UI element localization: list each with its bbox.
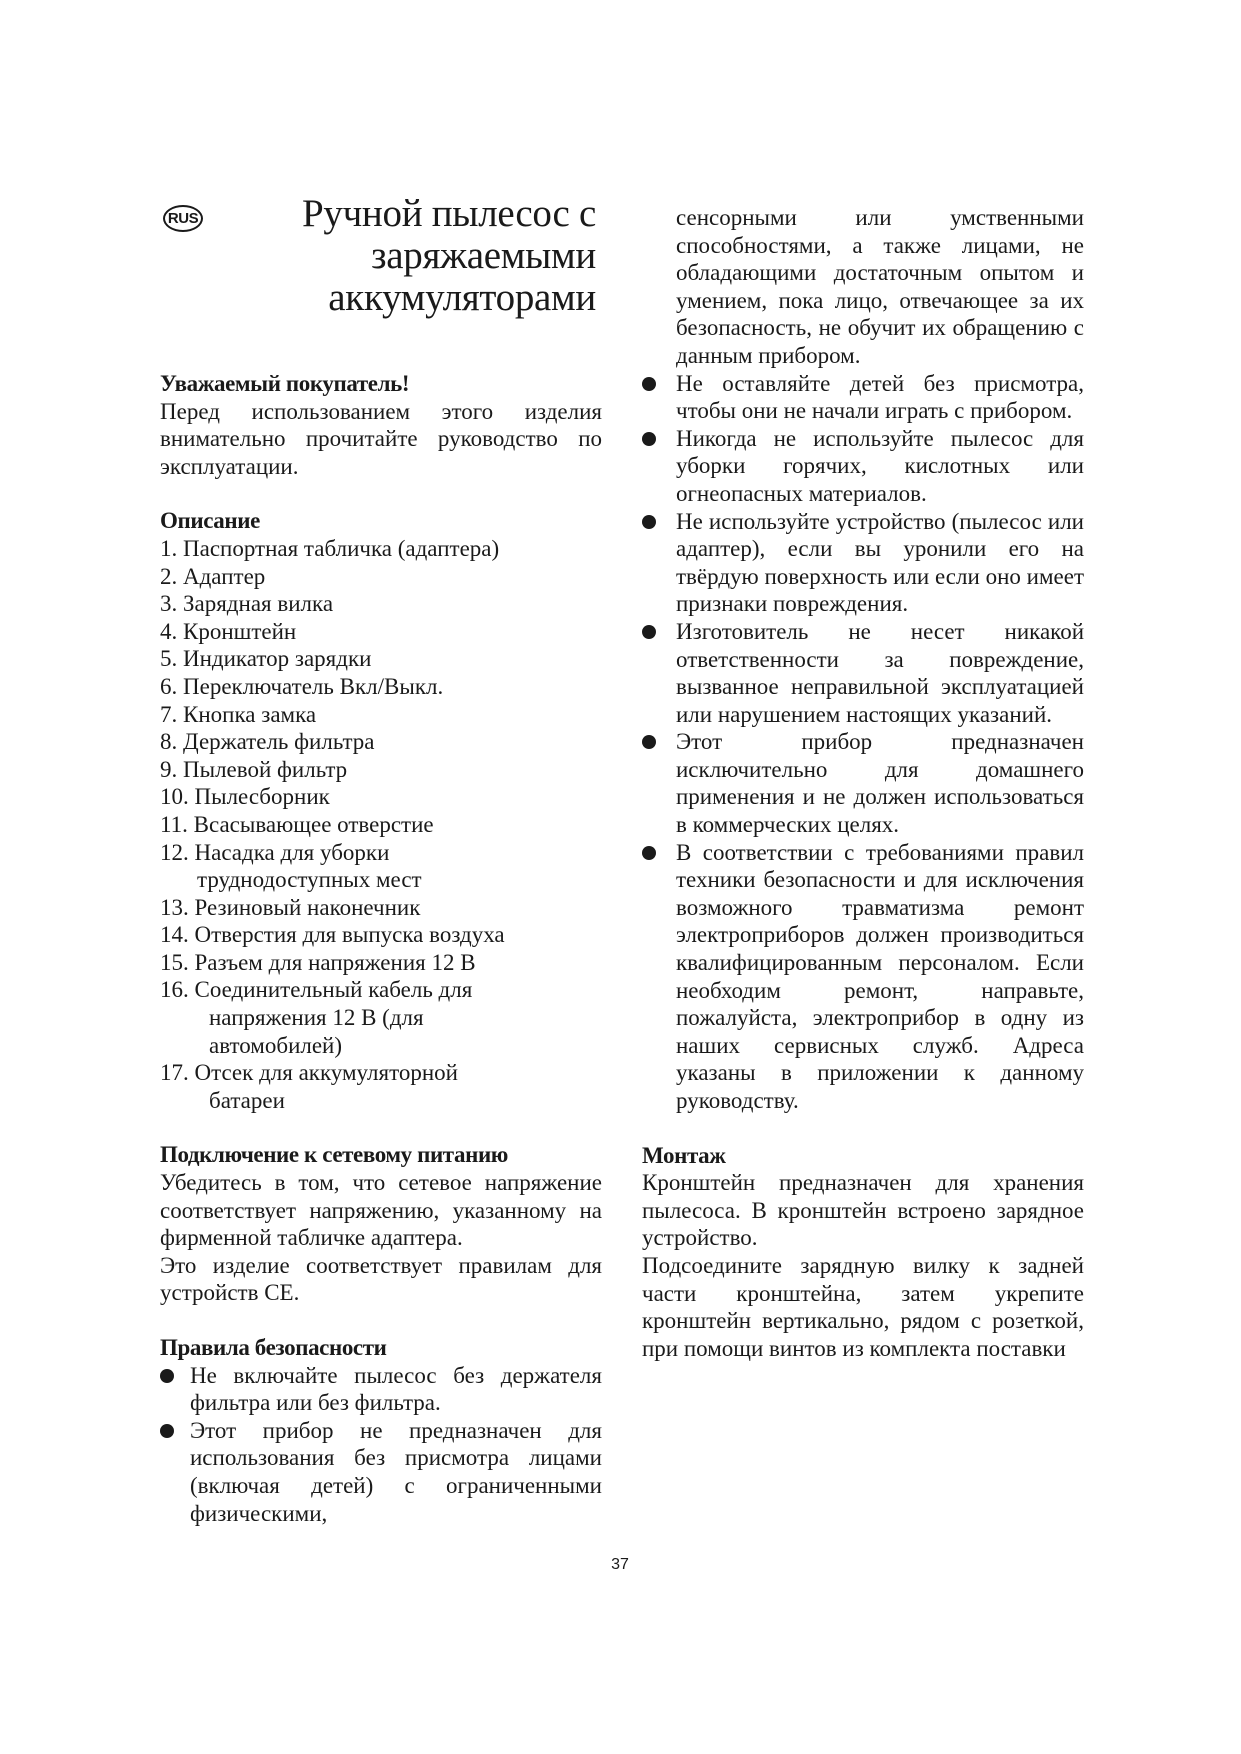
parts-list	[160, 535, 602, 1114]
title-line: аккумуляторами	[328, 276, 596, 319]
bullet-icon	[160, 1369, 174, 1383]
list-item: 3. Зарядная вилка	[160, 591, 334, 617]
mounting-text: Кронштейн предназначен для хранения пылесоса. В кронштейн встроено зарядное устройство.	[642, 1170, 1084, 1251]
bullet-icon	[642, 515, 656, 529]
language-badge: RUS	[163, 205, 203, 232]
list-item: 8. Держатель фильтра	[160, 729, 375, 755]
bullet-icon	[642, 432, 656, 446]
list-item: Этот прибор не предназначен для использования без присмотра лицами (включая детей) с ограниченными физическими,	[160, 1417, 602, 1527]
list-item: 14. Отверстия для выпуска воздуха	[160, 922, 505, 948]
mounting-heading: Монтаж	[642, 1142, 726, 1168]
bullet-icon	[642, 377, 656, 391]
list-item: Изготовитель не несет никакой ответственности за повреждение, вызванное неправильной эксплуатацией или нарушением настоящих указаний.	[642, 618, 1084, 728]
page-number: 37	[611, 1556, 629, 1573]
list-item: В соответствии с требованиями правил техники безопасности и для исключения возможного травматизма ремонт электроприборов должен производиться квалифицированным персоналом. Если необходим ремонт, направьте, пожалуйста, электроприбор в одну из наших сервисных служб. Адреса указаны в приложении к данному руководству.	[642, 839, 1084, 1115]
title-line: Ручной пылесос с	[302, 192, 596, 235]
list-item: 7. Кнопка замка	[160, 701, 317, 727]
power-text: Убедитесь в том, что сетевое напряжение соответствует напряжению, указанному на фирменной табличке адаптера.	[160, 1170, 602, 1251]
list-item: 10. Пылесборник	[160, 784, 330, 810]
list-item: 6. Переключатель Вкл/Выкл.	[160, 673, 444, 699]
power-heading: Подключение к сетевому питанию	[160, 1142, 508, 1168]
safety-list-left	[160, 1362, 602, 1528]
bullet-icon	[642, 846, 656, 860]
list-item: Никогда не используйте пылесос для уборки горячих, кислотных или огнеопасных материалов.	[642, 425, 1084, 508]
list-item: 17. Отсек для аккумуляторной батареи	[160, 1060, 458, 1113]
list-item: 2. Адаптер	[160, 563, 266, 589]
dear-customer-text: Перед использованием этого изделия внимательно прочитайте руководство по эксплуатации.	[160, 398, 602, 479]
power-ce-text: Это изделие соответствует правилам для устройств CE.	[160, 1252, 602, 1306]
list-item: 15. Разъем для напряжения 12 В	[160, 949, 476, 975]
list-item: 16. Соединительный кабель для напряжения 12 В (для автомобилей)	[160, 977, 473, 1058]
bullet-icon	[642, 625, 656, 639]
list-item: 4. Кронштейн	[160, 618, 297, 644]
list-item: Этот прибор предназначен исключительно для домашнего применения и не должен использоваться в коммерческих целях.	[642, 728, 1084, 838]
bullet-icon	[160, 1424, 174, 1438]
list-item: 9. Пылевой фильтр	[160, 756, 348, 782]
safety-list-right	[642, 370, 1084, 1115]
bullet-icon	[642, 735, 656, 749]
list-item: Не оставляйте детей без присмотра, чтобы они не начали играть с прибором.	[642, 370, 1084, 425]
dear-customer-heading: Уважаемый покупатель!	[160, 371, 410, 396]
safety-heading: Правила безопасности	[160, 1335, 387, 1360]
left-column	[160, 370, 602, 1527]
list-item: 12. Насадка для уборки труднодоступных мест	[160, 839, 422, 893]
title-line: заряжаемыми	[371, 234, 596, 277]
list-item: 13. Резиновый наконечник	[160, 894, 421, 920]
list-item: Не используйте устройство (пылесос или адаптер), если вы уронили его на твёрдую поверхность или если оно имеет признаки повреждения.	[642, 508, 1084, 618]
right-column	[642, 204, 1084, 1362]
list-item: Не включайте пылесос без держателя фильтра или без фильтра.	[160, 1362, 602, 1417]
mounting-instructions: Подсоедините зарядную вилку к задней части кронштейна, затем укрепите кронштейн вертикально, рядом с розеткой, при помощи винтов из комплекта поставки	[642, 1252, 1084, 1361]
list-item: 5. Индикатор зарядки	[160, 646, 372, 672]
list-item: 11. Всасывающее отверстие	[160, 811, 434, 837]
list-item: 1. Паспортная табличка (адаптера)	[160, 535, 500, 561]
page-title	[230, 193, 596, 319]
description-heading: Описание	[160, 508, 260, 534]
safety-continuation: сенсорными или умственными способностями, а также лицами, не обладающими достаточным опытом и умением, пока лицо, отвечающее за их безопасность, не обучит их обращению с данным прибором.	[676, 205, 1084, 368]
